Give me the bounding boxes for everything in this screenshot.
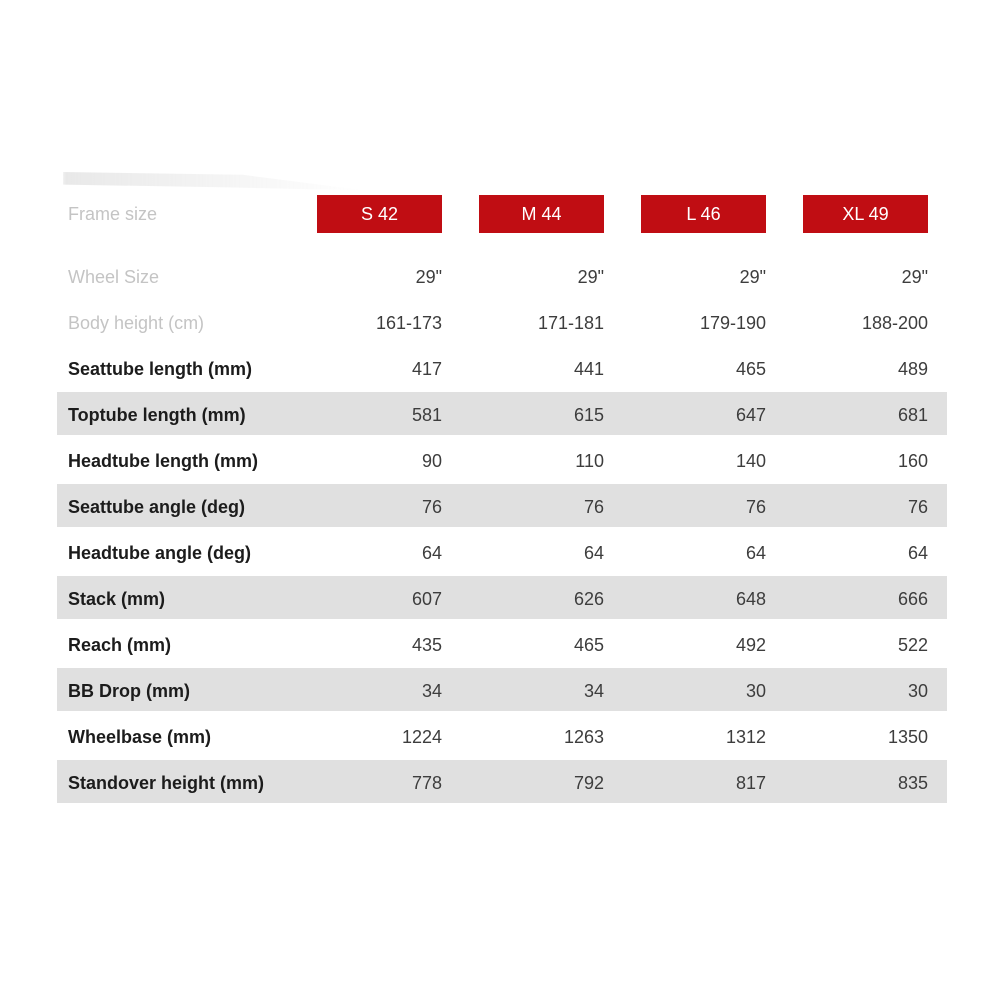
cell-value-l: 1312 [725, 727, 766, 747]
cell-value-l: 29" [739, 267, 766, 287]
cell-value-s: 90 [421, 451, 442, 471]
row-reach [57, 622, 947, 668]
cell-value-m: 1263 [563, 727, 604, 747]
cell-value-xl: 1350 [887, 727, 928, 747]
cell-value-l: 30 [745, 681, 766, 701]
header-cell-m [442, 195, 604, 233]
cell-value-m: 441 [573, 359, 604, 379]
cell-value-m: 626 [573, 589, 604, 609]
row-standover-height [57, 760, 947, 806]
row-label: Standover height (mm) [68, 773, 265, 793]
cell-value-xl: 681 [897, 405, 928, 425]
row-label: Headtube length (mm) [68, 451, 259, 471]
row-body-height [57, 300, 947, 346]
header-cell-s [280, 195, 442, 233]
cell-value-xl: 522 [897, 635, 928, 655]
cell-value-l: 76 [745, 497, 766, 517]
cell-value-m: 29" [577, 267, 604, 287]
row-label: Seattube length (mm) [68, 359, 253, 379]
cell-value-l: 648 [735, 589, 766, 609]
row-bb-drop [57, 668, 947, 714]
cell-value-xl: 30 [907, 681, 928, 701]
row-toptube-length [57, 392, 947, 438]
cell-value-s: 607 [411, 589, 442, 609]
cell-value-l: 647 [735, 405, 766, 425]
cell-value-s: 76 [421, 497, 442, 517]
frame-size-badge-s42[interactable]: S 42 [317, 195, 442, 233]
cell-value-l: 492 [735, 635, 766, 655]
row-headtube-angle [57, 530, 947, 576]
cell-value-l: 64 [745, 543, 766, 563]
cell-value-m: 110 [575, 451, 604, 471]
cell-value-s: 778 [411, 773, 442, 793]
cell-value-l: 465 [735, 359, 766, 379]
row-wheel-size [57, 254, 947, 300]
cell-value-s: 581 [411, 405, 442, 425]
row-label: Reach (mm) [68, 635, 172, 655]
frame-size-header-label: Frame size [68, 204, 158, 224]
header-cell-xl [766, 195, 928, 233]
row-headtube-length [57, 438, 947, 484]
cell-value-m: 792 [573, 773, 604, 793]
cell-value-s: 64 [421, 543, 442, 563]
cell-value-s: 34 [421, 681, 442, 701]
cell-value-s: 435 [411, 635, 442, 655]
cell-value-s: 161-173 [375, 313, 442, 333]
cell-value-xl: 835 [897, 773, 928, 793]
cell-value-m: 34 [583, 681, 604, 701]
cell-value-m: 171-181 [537, 313, 604, 333]
cell-value-l: 179-190 [699, 313, 766, 333]
cell-value-l: 140 [735, 451, 766, 471]
cell-value-m: 615 [573, 405, 604, 425]
header-cell-l [604, 195, 766, 233]
frame-size-badge-xl49[interactable]: XL 49 [803, 195, 928, 233]
row-label: Headtube angle (deg) [68, 543, 252, 563]
cell-value-m: 64 [583, 543, 604, 563]
row-stack [57, 576, 947, 622]
row-label: Body height (cm) [68, 313, 205, 333]
table-header-row [57, 182, 947, 246]
cell-value-m: 76 [583, 497, 604, 517]
cell-value-xl: 666 [897, 589, 928, 609]
cell-value-xl: 29" [901, 267, 928, 287]
cell-value-xl: 160 [897, 451, 928, 471]
cell-value-xl: 64 [907, 543, 928, 563]
cell-value-s: 29" [415, 267, 442, 287]
geometry-table [57, 182, 947, 806]
row-label: Wheel Size [68, 267, 160, 287]
cell-value-xl: 489 [897, 359, 928, 379]
frame-size-badge-m44[interactable]: M 44 [479, 195, 604, 233]
row-label: Seattube angle (deg) [68, 497, 246, 517]
row-seattube-length [57, 346, 947, 392]
row-label: BB Drop (mm) [68, 681, 190, 701]
row-label: Toptube length (mm) [68, 405, 246, 425]
row-wheelbase [57, 714, 947, 760]
frame-size-badge-l46[interactable]: L 46 [641, 195, 766, 233]
cell-value-s: 417 [411, 359, 442, 379]
row-seattube-angle [57, 484, 947, 530]
cell-value-m: 465 [573, 635, 604, 655]
row-label: Stack (mm) [68, 589, 166, 609]
cell-value-s: 1224 [401, 727, 442, 747]
cell-value-l: 817 [735, 773, 766, 793]
cell-value-xl: 76 [907, 497, 928, 517]
row-label: Wheelbase (mm) [68, 727, 212, 747]
cell-value-xl: 188-200 [861, 313, 928, 333]
